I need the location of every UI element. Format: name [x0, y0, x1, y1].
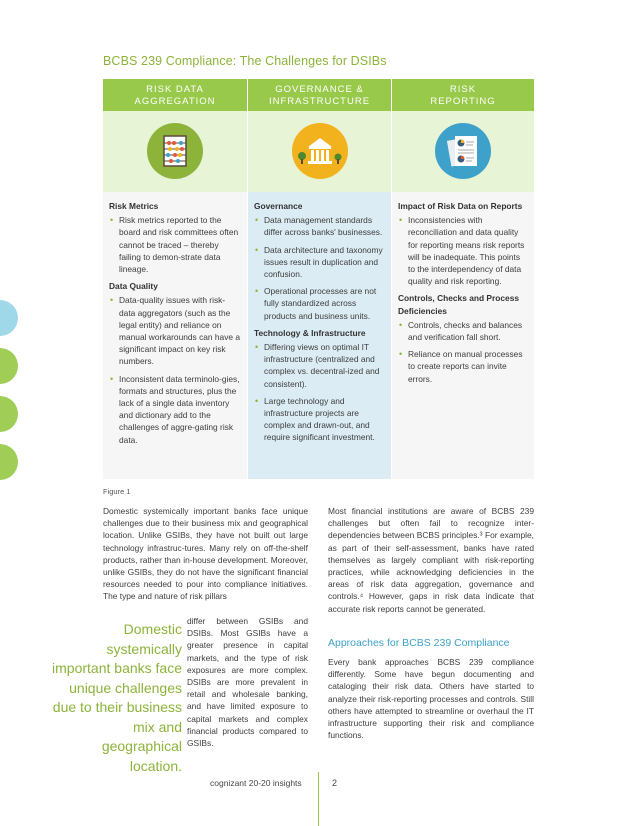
- list-item: • Differing views on optimal IT infrastructure (centralized and complex vs. decentral-ized and consistent).: [254, 341, 385, 390]
- list-item: • Controls, checks and balances and verification fall short.: [398, 319, 528, 343]
- body-paragraph: Domestic systemically important banks face unique challenges due to their business mix and geographical location. Unlike GSIBs, they have not built out large technology infrastruc-tures. Many rely on off-the-shelf products, rather than in-house development. Moreover, unlike GSIBs, they do not have the significant financial resources needed to pour into compliance initiatives. The type and nature of risk pillars: [103, 506, 308, 602]
- footer-publication: cognizant 20-20 insights: [210, 778, 302, 788]
- column-header: [392, 79, 534, 111]
- column-risk-data-aggregation: [103, 79, 247, 479]
- section-heading: Impact of Risk Data on Reports: [398, 201, 523, 211]
- header-line: GOVERNANCE &: [275, 84, 364, 95]
- header-line: AGGREGATION: [134, 96, 216, 107]
- decorative-dot: [0, 348, 18, 384]
- bullet-list: [254, 214, 385, 322]
- figure-caption: Figure 1: [103, 487, 131, 496]
- list-item: • Operational processes are not fully standardized across products and business units.: [254, 285, 385, 322]
- header-line: INFRASTRUCTURE: [268, 96, 371, 107]
- bullet-list: [254, 341, 385, 444]
- bullet-list: [398, 214, 528, 287]
- section-heading: Risk Metrics: [109, 201, 159, 211]
- report-document-icon: [435, 123, 491, 179]
- section-heading: Approaches for BCBS 239 Compliance: [328, 637, 510, 649]
- decorative-dot: [0, 444, 18, 480]
- list-item: • Inconsistent data terminolo-gies, formats and structures, plus the lack of a single data inventory and dictionary add to the challenges of aggre-gating risk data.: [109, 373, 241, 446]
- section-heading: Technology & Infrastructure: [254, 327, 366, 338]
- header-line: RISK DATA: [146, 84, 204, 95]
- challenges-table: [103, 79, 534, 479]
- bullet-list: [109, 214, 241, 275]
- column-header: [248, 79, 391, 111]
- list-item: • Reliance on manual processes to create reports can invite errors.: [398, 348, 528, 385]
- pull-quote: Domestic systemically important banks face unique challenges due to their business mix and geographical location.: [52, 621, 182, 774]
- bullet-list: [109, 294, 241, 445]
- list-item: • Data management standards differ across banks' businesses.: [254, 214, 385, 238]
- bank-building-icon: [292, 123, 348, 179]
- list-item: • Data architecture and taxonomy issues result in duplication and confusion.: [254, 244, 385, 281]
- list-item: • Risk metrics reported to the board and risk committees often cannot be traced – thereby failing to demon-strate data lineage.: [109, 214, 241, 275]
- header-line: REPORTING: [430, 96, 496, 107]
- body-paragraph: differ between GSIBs and DSIBs. Most GSIBs have a greater presence in capital markets, and the type of risk exposures are more complex. DSIBs are more prevalent in retail and wholesale banking, and have limited exposure to capital markets and complex financial products compared to GSIBs.: [187, 616, 308, 749]
- decorative-dot: [0, 300, 18, 336]
- section-heading: Data Quality: [109, 281, 158, 292]
- bullet-list: [398, 319, 528, 385]
- column-body: [103, 192, 247, 479]
- header-line: RISK: [449, 84, 477, 95]
- abacus-icon: [147, 123, 203, 179]
- column-body: [392, 192, 534, 479]
- section-heading: Controls, Checks and Process Deficiencies: [398, 293, 520, 316]
- section-heading: Governance: [254, 201, 303, 211]
- list-item: • Large technology and infrastructure projects are complex and drawn-out, and require significant investment.: [254, 395, 385, 444]
- body-paragraph: Every bank approaches BCBS 239 compliance differently. Some have begun documenting and cataloging their risk data. Others have started to analyze their risk-reporting processes and controls. Still others have attempted to streamline or overhaul the IT infrastructure supporting their risk and compliance functions.: [328, 657, 534, 741]
- list-item: • Inconsistencies with reconciliation and data quality for reporting means risk reports will be inadequate. This points to the interdependency of data quality and risk reporting.: [398, 214, 528, 287]
- icon-band: [103, 111, 247, 192]
- footer-divider: [318, 772, 319, 826]
- icon-band: [392, 111, 534, 192]
- decorative-dot: [0, 396, 18, 432]
- icon-band: [248, 111, 391, 192]
- list-item: • Data-quality issues with risk-data aggregators (such as the legal entity) and reliance on manual workarounds can have a significant impact on key risk numbers.: [109, 294, 241, 367]
- page-title: BCBS 239 Compliance: The Challenges for DSIBs: [103, 54, 387, 68]
- column-body: [248, 192, 391, 479]
- column-governance-infrastructure: [248, 79, 391, 479]
- column-header: [103, 79, 247, 111]
- column-risk-reporting: [392, 79, 534, 479]
- body-paragraph: Most financial institutions are aware of BCBS 239 challenges but often fail to recognize inter-dependencies between BCBS principles.³ For example, as part of their self-assessment, banks have rated themselves as largely compliant with risk-reporting practices, while acknowledging deficiencies in the areas of risk data aggregation, governance and controls.⁴ However, gaps in risk data indicate that accurate risk reports cannot be generated.: [328, 506, 534, 614]
- page-number: 2: [332, 778, 338, 788]
